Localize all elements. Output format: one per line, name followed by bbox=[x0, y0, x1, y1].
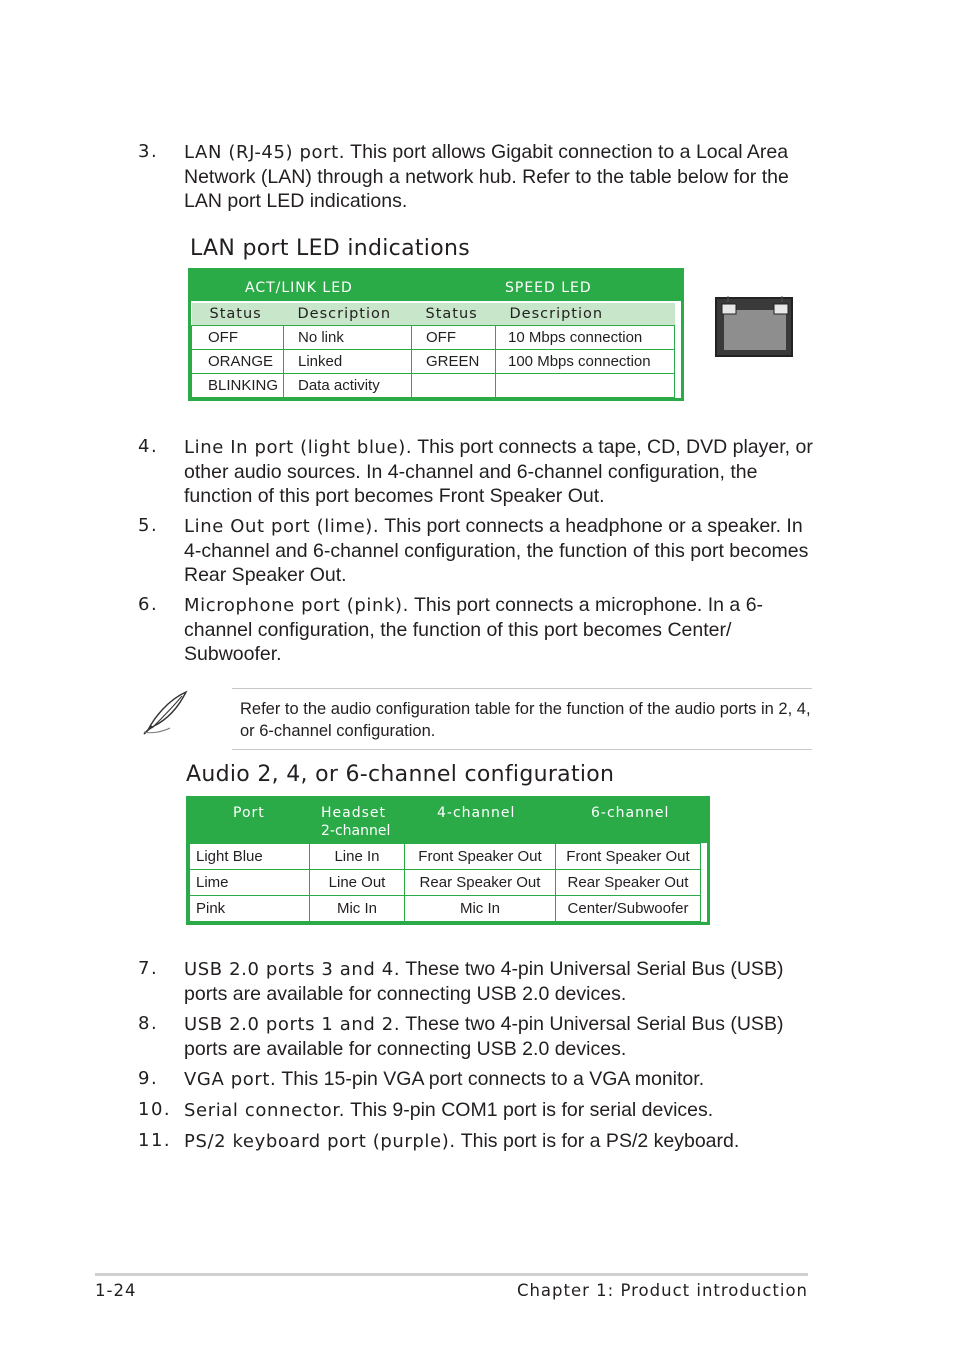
table-row: Pink Mic In Mic In Center/Subwoofer bbox=[190, 896, 701, 922]
item-heading: Serial connector. bbox=[184, 1100, 346, 1121]
lan-subheader-row: Status Description Status Description bbox=[192, 303, 675, 326]
item-heading: Line Out port (lime). bbox=[184, 516, 380, 537]
header-headset: Headset bbox=[321, 805, 387, 821]
header-port: Port bbox=[233, 805, 265, 821]
item-number: 4. bbox=[138, 436, 159, 457]
lan-table-title: LAN port LED indications bbox=[190, 236, 470, 261]
item-number: 8. bbox=[138, 1013, 159, 1034]
list-item bbox=[138, 1012, 818, 1061]
lan-led-table bbox=[188, 268, 684, 401]
list-item bbox=[138, 1129, 818, 1154]
chapter-title: Chapter 1: Product introduction bbox=[516, 1281, 808, 1300]
item-number: 9. bbox=[138, 1068, 159, 1089]
item-number: 11. bbox=[138, 1130, 172, 1151]
item-number: 10. bbox=[138, 1099, 172, 1120]
note-text: Refer to the audio configuration table for the function of the audio ports in 2, 4, or 6-channel configuration. bbox=[240, 700, 811, 740]
feather-pen-icon bbox=[140, 688, 192, 736]
lan-table-header bbox=[191, 271, 681, 301]
list-item bbox=[138, 435, 818, 508]
table-row: OFF No link OFF 10 Mbps connection bbox=[192, 326, 675, 350]
list-item bbox=[138, 514, 818, 587]
item-text: This port connects a headphone or a speaker. In 4-channel and 6-channel configuration, the function of this port becomes Rear Speaker Out. bbox=[184, 515, 809, 586]
item-text: This 15-pin VGA port connects to a VGA monitor. bbox=[276, 1068, 705, 1090]
header-6-channel: 6-channel bbox=[591, 805, 670, 821]
item-heading: PS/2 keyboard port (purple). bbox=[184, 1131, 456, 1152]
item-text: These two 4-pin Universal Serial Bus (USB) ports are available for connecting USB 2.0 devices. bbox=[184, 958, 784, 1005]
item-heading: VGA port. bbox=[184, 1069, 277, 1090]
item-number: 7. bbox=[138, 958, 159, 979]
audio-table-title: Audio 2, 4, or 6-channel configuration bbox=[186, 762, 615, 787]
item-heading: Line In port (light blue). bbox=[184, 437, 413, 458]
table-row: Light Blue Line In Front Speaker Out Front Speaker Out bbox=[190, 844, 701, 870]
table-row: BLINKING Data activity bbox=[192, 374, 675, 398]
item-text: This port is for a PS/2 keyboard. bbox=[455, 1130, 740, 1152]
item-text: This port connects a microphone. In a 6-channel configuration, the function of this port becomes Center/ Subwoofer. bbox=[184, 594, 764, 665]
list-item bbox=[138, 140, 818, 213]
header-4-channel: 4-channel bbox=[437, 805, 516, 821]
audio-config-table bbox=[186, 796, 710, 925]
lan-port-icon bbox=[714, 294, 796, 360]
header-2-channel: 2-channel bbox=[321, 823, 391, 839]
item-number: 3. bbox=[138, 141, 159, 162]
speed-header: SPEED LED bbox=[505, 280, 592, 296]
item-number: 6. bbox=[138, 594, 159, 615]
page-number: 1-24 bbox=[95, 1281, 137, 1300]
note-box bbox=[232, 688, 812, 750]
table-row: Lime Line Out Rear Speaker Out Rear Speaker Out bbox=[190, 870, 701, 896]
list-item bbox=[138, 593, 818, 666]
item-text: These two 4-pin Universal Serial Bus (USB) ports are available for connecting USB 2.0 devices. bbox=[184, 1013, 784, 1060]
item-heading: USB 2.0 ports 1 and 2. bbox=[184, 1014, 401, 1035]
list-item bbox=[138, 1067, 818, 1092]
item-heading: USB 2.0 ports 3 and 4. bbox=[184, 959, 401, 980]
act-link-header: ACT/LINK LED bbox=[245, 280, 353, 296]
item-heading: LAN (RJ-45) port. bbox=[184, 142, 346, 163]
item-text: This 9-pin COM1 port is for serial devices. bbox=[345, 1099, 714, 1121]
item-text: This port connects a tape, CD, DVD player, or other audio sources. In 4-channel and 6-channel configuration, the function of this port becomes Front Speaker Out. bbox=[184, 436, 813, 507]
item-text: This port allows Gigabit connection to a Local Area Network (LAN) through a network hub. Refer to the table below for the LAN port LED indications. bbox=[184, 141, 789, 212]
list-item bbox=[138, 1098, 818, 1123]
item-heading: Microphone port (pink). bbox=[184, 595, 409, 616]
table-row: ORANGE Linked GREEN 100 Mbps connection bbox=[192, 350, 675, 374]
item-number: 5. bbox=[138, 515, 159, 536]
audio-table-header bbox=[189, 799, 707, 843]
footer-divider bbox=[95, 1273, 808, 1276]
list-item bbox=[138, 957, 818, 1006]
